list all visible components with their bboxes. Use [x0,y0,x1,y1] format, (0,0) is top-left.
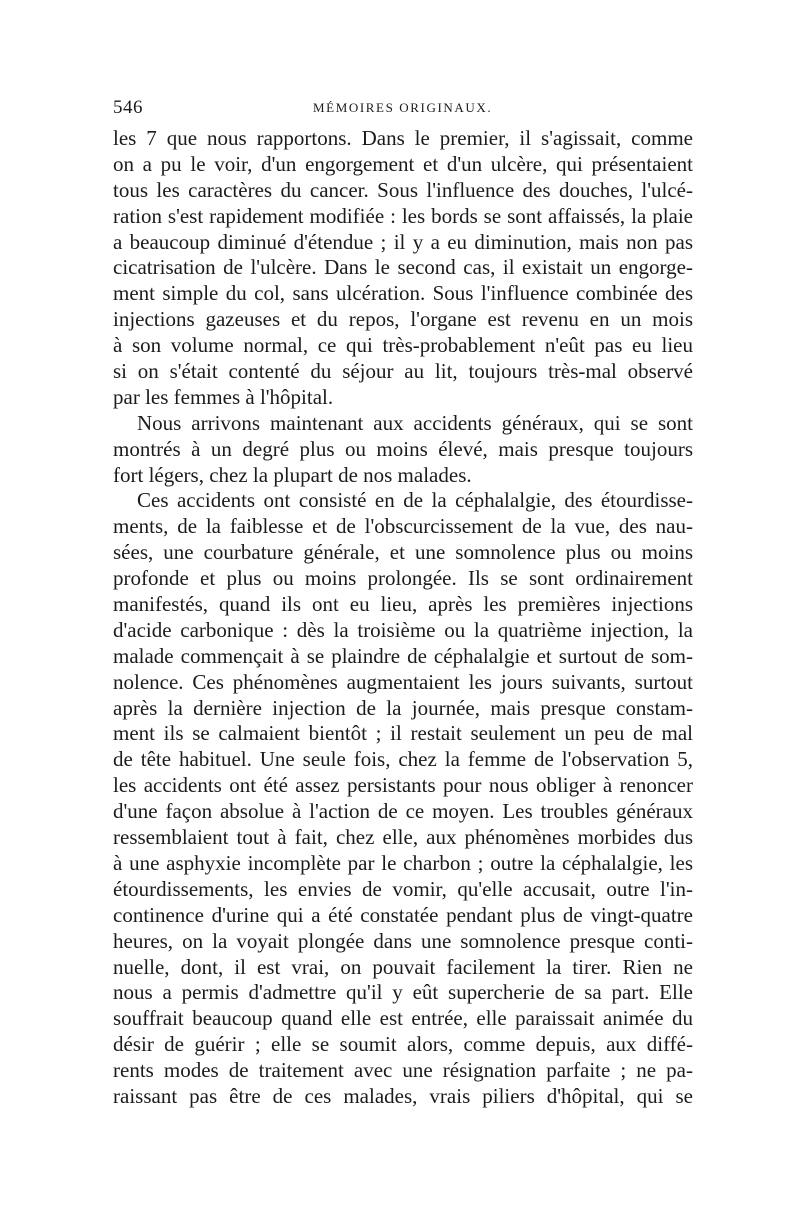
text-line: nuelle, dont, il est vrai, on pouvait facilement la tirer. Rien ne [113,954,693,979]
text-line: souffrait beaucoup quand elle est entrée, elle paraissait animée du [113,1006,693,1031]
text-line: ments, de la faiblesse et de l'obscurcissement de la vue, des nau- [113,514,693,539]
text-line: sées, une courbature générale, et une somnolence plus ou moins [113,540,693,565]
text-line: rents modes de traitement avec une résignation parfaite ; ne pa- [113,1058,693,1083]
text-line: tous les caractères du cancer. Sous l'influence des douches, l'ulcé- [113,177,693,202]
text-line: continence d'urine qui a été constatée pendant plus de vingt-quatre [113,902,693,927]
text-line: injections gazeuses et du repos, l'organe est revenu en un mois [113,307,693,332]
page-number: 546 [113,97,143,118]
text-line: ration s'est rapidement modifiée : les bords se sont affaissés, la plaie [113,203,693,228]
text-line: fort légers, chez la plupart de nos malades. [113,462,472,487]
text-line: étourdissements, les envies de vomir, qu'elle accusait, outre l'in- [113,876,693,901]
text-line: profonde et plus ou moins prolongée. Ils se sont ordinairement [113,566,693,591]
text-line: ment ils se calmaient bientôt ; il restait seulement un peu de mal [113,721,693,746]
text-line: d'une façon absolue à l'action de ce moyen. Les troubles généraux [113,799,693,824]
text-line: montrés à un degré plus ou moins élevé, mais presque toujours [113,436,693,461]
text-line: désir de guérir ; elle se soumit alors, comme depuis, aux diffé- [113,1032,693,1057]
body-text [113,126,693,1110]
text-line: nolence. Ces phénomènes augmentaient les jours suivants, surtout [113,669,693,694]
text-line: malade commençait à se plaindre de céphalalgie et surtout de som- [113,643,693,668]
text-line: on a pu le voir, d'un engorgement et d'un ulcère, qui présentaient [113,151,693,176]
text-line: cicatrisation de l'ulcère. Dans le second cas, il existait un engorge- [113,255,693,280]
text-line: de tête habituel. Une seule fois, chez la femme de l'observation 5, [113,747,693,772]
text-line: les accidents ont été assez persistants pour nous obliger à renoncer [113,773,693,798]
text-line: manifestés, quand ils ont eu lieu, après les premières injections [113,592,693,617]
text-line: si on s'était contenté du séjour au lit, toujours très-mal observé [113,359,693,384]
text-line: nous a permis d'admettre qu'il y eût supercherie de sa part. Elle [113,980,693,1005]
text-line: les 7 que nous rapportons. Dans le premier, il s'agissait, comme [113,126,693,150]
text-line: raissant pas être de ces malades, vrais piliers d'hôpital, qui se [113,1083,693,1108]
text-line: à son volume normal, ce qui très-probablement n'eût pas eu lieu [113,333,693,358]
text-line: ment simple du col, sans ulcération. Sous l'influence combinée des [113,281,693,306]
text-line: heures, on la voyait plongée dans une somnolence presque conti- [113,928,693,953]
running-head: MÉMOIRES ORIGINAUX. [313,100,493,115]
text-line: Ces accidents ont consisté en de la céphalalgie, des étourdisse- [137,488,693,513]
page-header [113,97,693,121]
text-line: ressemblaient tout à fait, chez elle, aux phénomènes morbides dus [113,825,693,850]
text-line: d'acide carbonique : dès la troisième ou la quatrième injection, la [113,617,693,642]
text-line: Nous arrivons maintenant aux accidents généraux, qui se sont [137,410,693,435]
text-line: à une asphyxie incomplète par le charbon ; outre la céphalalgie, les [113,850,693,875]
text-line: après la dernière injection de la journée, mais presque constam- [113,695,693,720]
text-line: par les femmes à l'hôpital. [113,384,334,409]
text-line: a beaucoup diminué d'étendue ; il y a eu diminution, mais non pas [113,229,693,254]
